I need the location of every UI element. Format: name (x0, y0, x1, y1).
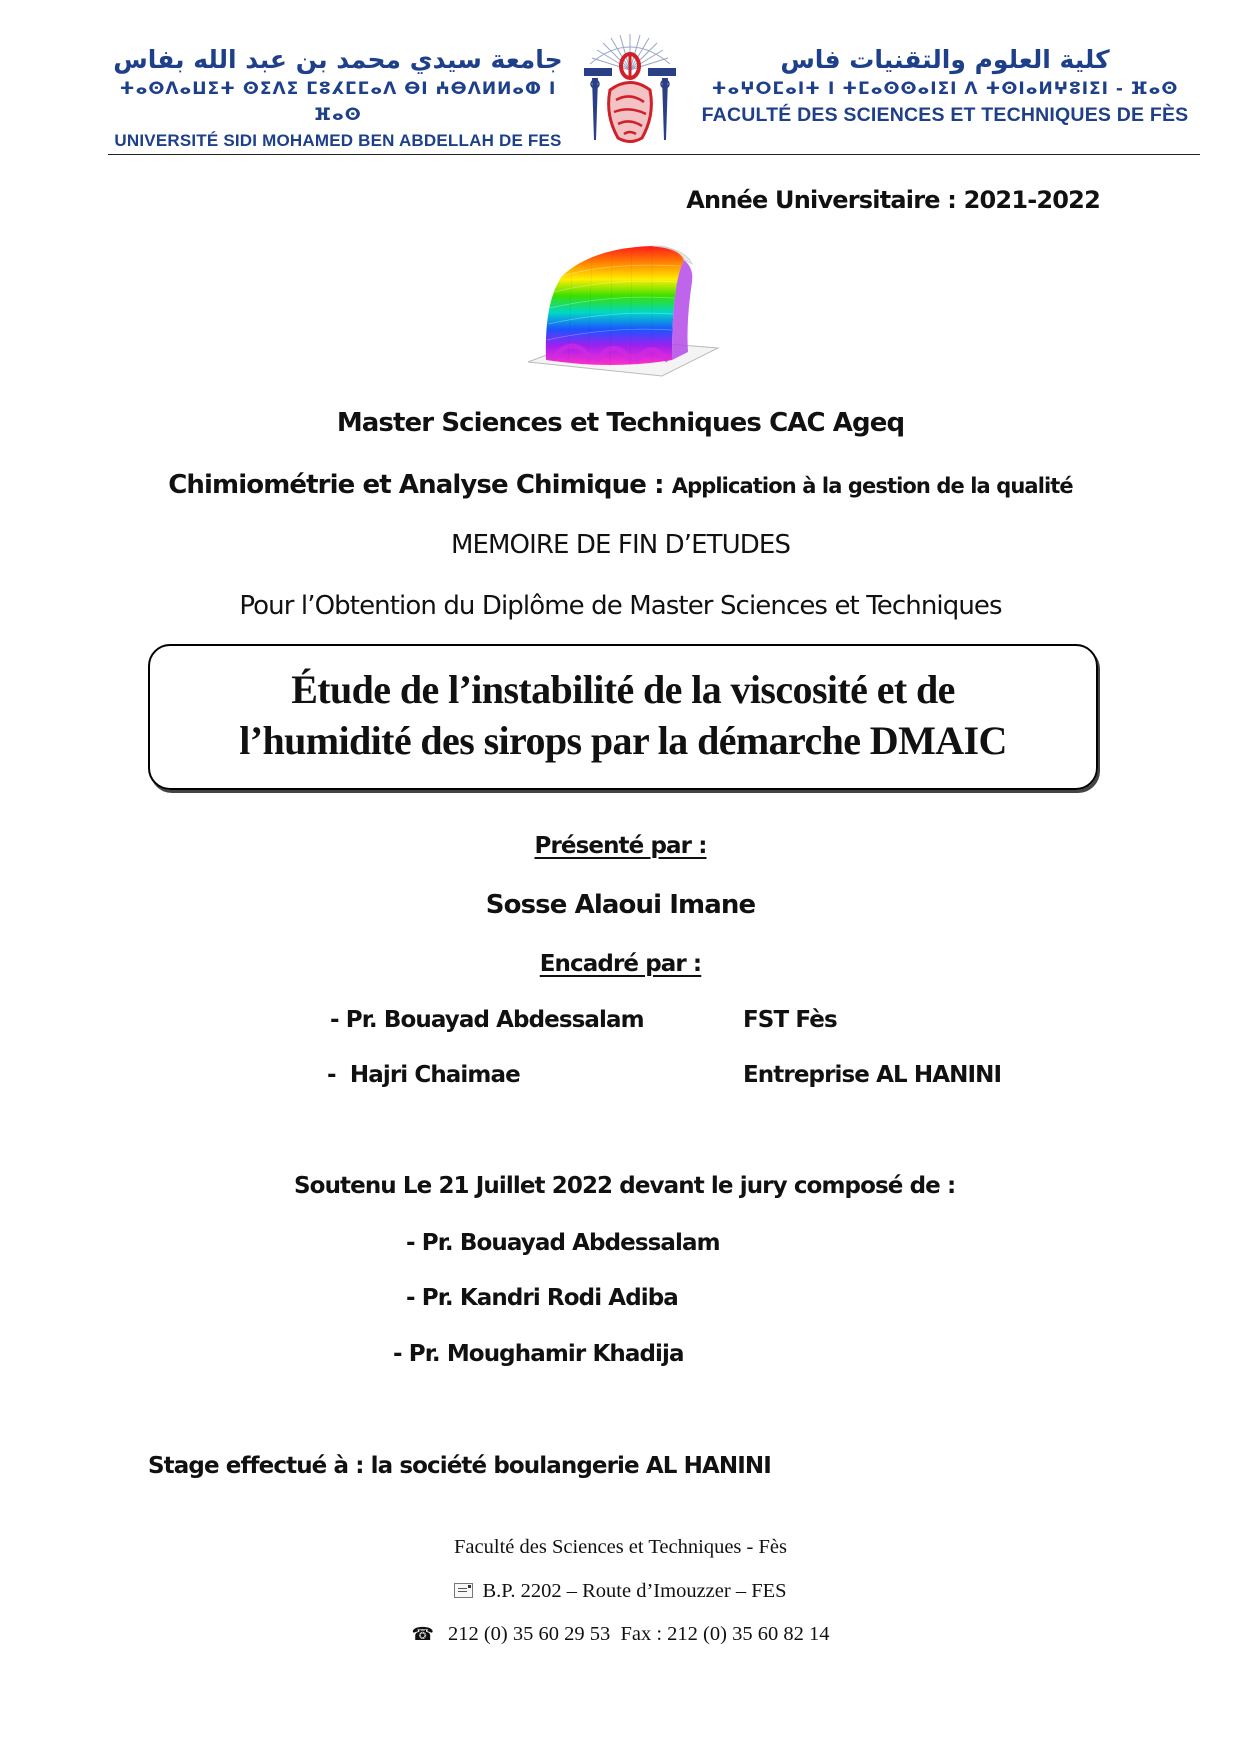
diploma-line: Pour l’Obtention du Diplôme de Master Sciences et Techniques (239, 591, 1002, 621)
university-header (108, 44, 568, 154)
thesis-title-line2: l’humidité des sirops par la démarche DMAIC (239, 718, 1007, 763)
faculty-name-latin: FACULTÉ DES SCIENCES ET TECHNIQUES DE FÈS (701, 104, 1189, 126)
supervisor-1-name: - Pr. Bouayad Abdessalam (330, 1007, 644, 1033)
internship-line: Stage effectué à : la société boulangerie AL HANINI (148, 1453, 771, 1479)
footer-phone: 212 (0) 35 60 29 53 Fax : 212 (0) 35 60 82 14 (447, 1623, 830, 1645)
specialty-line (0, 470, 1241, 500)
faculty-name-arabic: كلية العلوم والتقنيات فاس (780, 45, 1110, 74)
supervisor-1-affiliation: FST Fès (743, 1007, 837, 1033)
faculty-name-tifinagh: ⵜⴰⵖⵔⵎⴰⵏⵜ ⵏ ⵜⵎⴰⵙⵙⴰⵏⵉⵏ ⴷ ⵜⵙⵏⴰⵍⵖⵓⵏⵉⵏ - ⴼⴰⵙ (711, 79, 1179, 99)
supervisor-2-name: - Hajri Chaimae (327, 1062, 520, 1088)
presented-by-section (0, 833, 1241, 859)
memoire-label: MEMOIRE DE FIN D’ETUDES (450, 530, 791, 560)
defense-statement: Soutenu Le 21 Juillet 2022 devant le jury composé de : (294, 1173, 956, 1199)
supervisor-2-affiliation: Entreprise AL HANINI (743, 1062, 1002, 1088)
footer-address: B.P. 2202 – Route d’Imouzzer – FES (482, 1580, 787, 1602)
presented-by-label: Présenté par : (534, 833, 707, 859)
specialty-sub: Application à la gestion de la qualité (671, 474, 1073, 498)
faculty-header (690, 44, 1200, 128)
university-name-latin: UNIVERSITÉ SIDI MOHAMED BEN ABDELLAH DE FES (114, 131, 562, 150)
author-name: Sosse Alaoui Imane (485, 890, 756, 920)
thesis-title-box (148, 644, 1098, 790)
telephone-icon: ☎ (411, 1624, 434, 1644)
footer-address-line (0, 1580, 1241, 1603)
footer-institution: Faculté des Sciences et Techniques - Fès (454, 1536, 787, 1558)
supervised-by-section (0, 951, 1241, 977)
university-name-arabic: جامعة سيدي محمد بن عبد الله بفاس (113, 45, 563, 74)
master-program: Master Sciences et Techniques CAC Ageq (336, 408, 905, 438)
footer-phone-line (0, 1623, 1241, 1646)
academic-year: Année Universitaire : 2021-2022 (686, 186, 1100, 214)
thesis-title (150, 664, 1096, 766)
university-emblem-icon (580, 30, 680, 152)
jury-member-3: - Pr. Moughamir Khadija (393, 1341, 684, 1367)
thesis-title-line1: Étude de l’instabilité de la viscosité et de (291, 667, 955, 712)
header-divider (108, 154, 1200, 155)
jury-member-2: - Pr. Kandri Rodi Adiba (406, 1285, 678, 1311)
specialty-main: Chimiométrie et Analyse Chimique : (168, 470, 672, 500)
university-name-tifinagh: ⵜⴰⵙⴷⴰⵡⵉⵜ ⵙⵉⴷⵉ ⵎⵓⵃⵎⵎⴰⴷ ⴱⵏ ⵄⴱⴷⵍⵍⴰⵀ ⵏ ⴼⴰⵙ (119, 79, 557, 125)
supervised-by-label: Encadré par : (539, 951, 702, 977)
mailbox-icon (454, 1583, 473, 1598)
rainbow-3d-surface-plot-icon (522, 242, 724, 380)
jury-member-1: - Pr. Bouayad Abdessalam (406, 1230, 720, 1256)
